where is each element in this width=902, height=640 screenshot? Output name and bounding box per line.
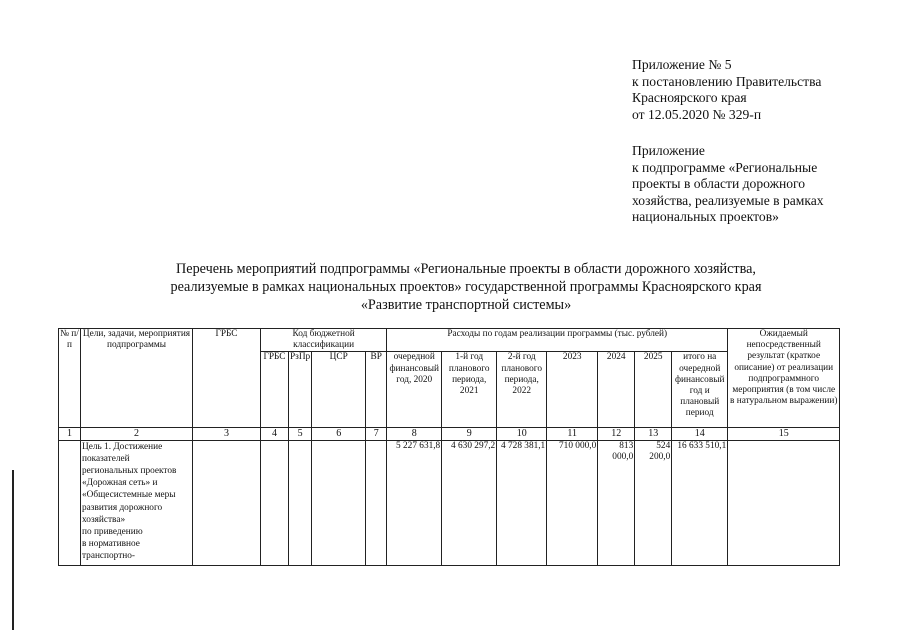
column-number: 8 xyxy=(387,428,442,440)
goal-line: показателей xyxy=(82,453,130,464)
goal-line: развития дорожного xyxy=(82,502,163,513)
column-number: 5 xyxy=(289,428,312,440)
cell-code-vr xyxy=(366,440,387,565)
subheader-csr: ЦСР xyxy=(312,352,366,428)
cell-2021: 4 630 297,2 xyxy=(442,440,497,565)
table-row xyxy=(59,440,840,565)
goal-line: в нормативное xyxy=(82,539,140,550)
column-number: 1 xyxy=(59,428,81,440)
subheader-grbs: ГРБС xyxy=(261,352,289,428)
header-expenses: Расходы по годам реализации программы (тыс. рублей) xyxy=(387,329,728,352)
appendix-line: хозяйства, реализуемые в рамках xyxy=(632,192,824,208)
header-result: Ожидаемый непосредственный результат (краткое описание) от реализации подпрограммного мероприятия (в том числе в натуральном выражении) xyxy=(728,329,840,428)
subheader-2025: 2025 xyxy=(635,352,672,428)
goal-line: региональных проектов xyxy=(82,466,177,477)
appendix-line: национальных проектов» xyxy=(632,209,779,224)
column-number: 14 xyxy=(672,428,728,440)
appendix-block-subprogram xyxy=(632,143,824,226)
column-number: 10 xyxy=(497,428,547,440)
subheader-2024: 2024 xyxy=(598,352,635,428)
scan-edge-line xyxy=(12,470,14,630)
subheader-2022: 2-й год планового периода, 2022 xyxy=(497,352,547,428)
column-number: 12 xyxy=(598,428,635,440)
column-number: 4 xyxy=(261,428,289,440)
appendix-line: от 12.05.2020 № 329-п xyxy=(632,106,762,122)
goal-line: по приведению xyxy=(82,527,143,538)
column-number: 9 xyxy=(442,428,497,440)
goal-line: «Общесистемные меры xyxy=(82,490,176,501)
header-grbs: ГРБС xyxy=(193,329,261,428)
subheader-total: итого на очередной финансовый год и плановый период xyxy=(672,352,728,428)
column-number: 6 xyxy=(312,428,366,440)
appendix-line: Приложение № 5 xyxy=(632,57,732,72)
column-number: 15 xyxy=(728,428,840,440)
measures-table xyxy=(58,328,840,566)
appendix-line: Красноярского края xyxy=(632,90,747,105)
header-goals: Цели, задачи, мероприятия подпрограммы xyxy=(81,329,193,428)
column-number-row xyxy=(59,428,840,440)
column-number: 13 xyxy=(635,428,672,440)
column-number: 3 xyxy=(193,428,261,440)
cell-2025: 524 200,0 xyxy=(635,440,672,565)
appendix-line: проекты в области дорожного xyxy=(632,176,806,191)
subheader-2020: очередной финансовый год, 2020 xyxy=(387,352,442,428)
cell-total: 16 633 510,1 xyxy=(672,440,728,565)
subheader-rzpr: РзПр xyxy=(289,352,312,428)
column-number: 11 xyxy=(547,428,598,440)
goal-line: транспортно- xyxy=(82,551,135,562)
cell-2022: 4 728 381,1 xyxy=(497,440,547,565)
cell-2024: 813 000,0 xyxy=(598,440,635,565)
header-num: № п/п xyxy=(59,329,81,428)
cell-code-csr xyxy=(312,440,366,565)
cell-num xyxy=(59,440,81,565)
cell-code-rzpr xyxy=(289,440,312,565)
appendix-block-resolution xyxy=(632,57,821,123)
cell-2023: 710 000,0 xyxy=(547,440,598,565)
appendix-line: к постановлению Правительства xyxy=(632,73,822,89)
subheader-2023: 2023 xyxy=(547,352,598,428)
title-line: реализуемые в рамках национальных проектов» государственной программы Красноярского края xyxy=(170,279,762,295)
cell-result xyxy=(728,440,840,565)
document-title xyxy=(100,260,832,314)
appendix-line: Приложение xyxy=(632,143,705,158)
goal-line: «Дорожная сеть» и xyxy=(82,478,158,489)
column-number: 7 xyxy=(366,428,387,440)
cell-grbs xyxy=(193,440,261,565)
appendix-line: к подпрограмме «Региональные xyxy=(632,159,818,175)
cell-code-grbs xyxy=(261,440,289,565)
cell-2020: 5 227 631,8 xyxy=(387,440,442,565)
table-header-row xyxy=(59,329,840,352)
subheader-2021: 1-й год планового периода, 2021 xyxy=(442,352,497,428)
cell-goal xyxy=(81,440,193,565)
header-budget-code: Код бюджетной классификации xyxy=(261,329,387,352)
column-number: 2 xyxy=(81,428,193,440)
goal-line: Цель 1. Достижение xyxy=(82,441,163,452)
title-line: «Развитие транспортной системы» xyxy=(360,297,572,313)
goal-line: хозяйства» xyxy=(82,514,126,525)
subheader-vr: ВР xyxy=(366,352,387,428)
title-line: Перечень мероприятий подпрограммы «Региональные проекты в области дорожного хозяйства, xyxy=(176,261,756,277)
